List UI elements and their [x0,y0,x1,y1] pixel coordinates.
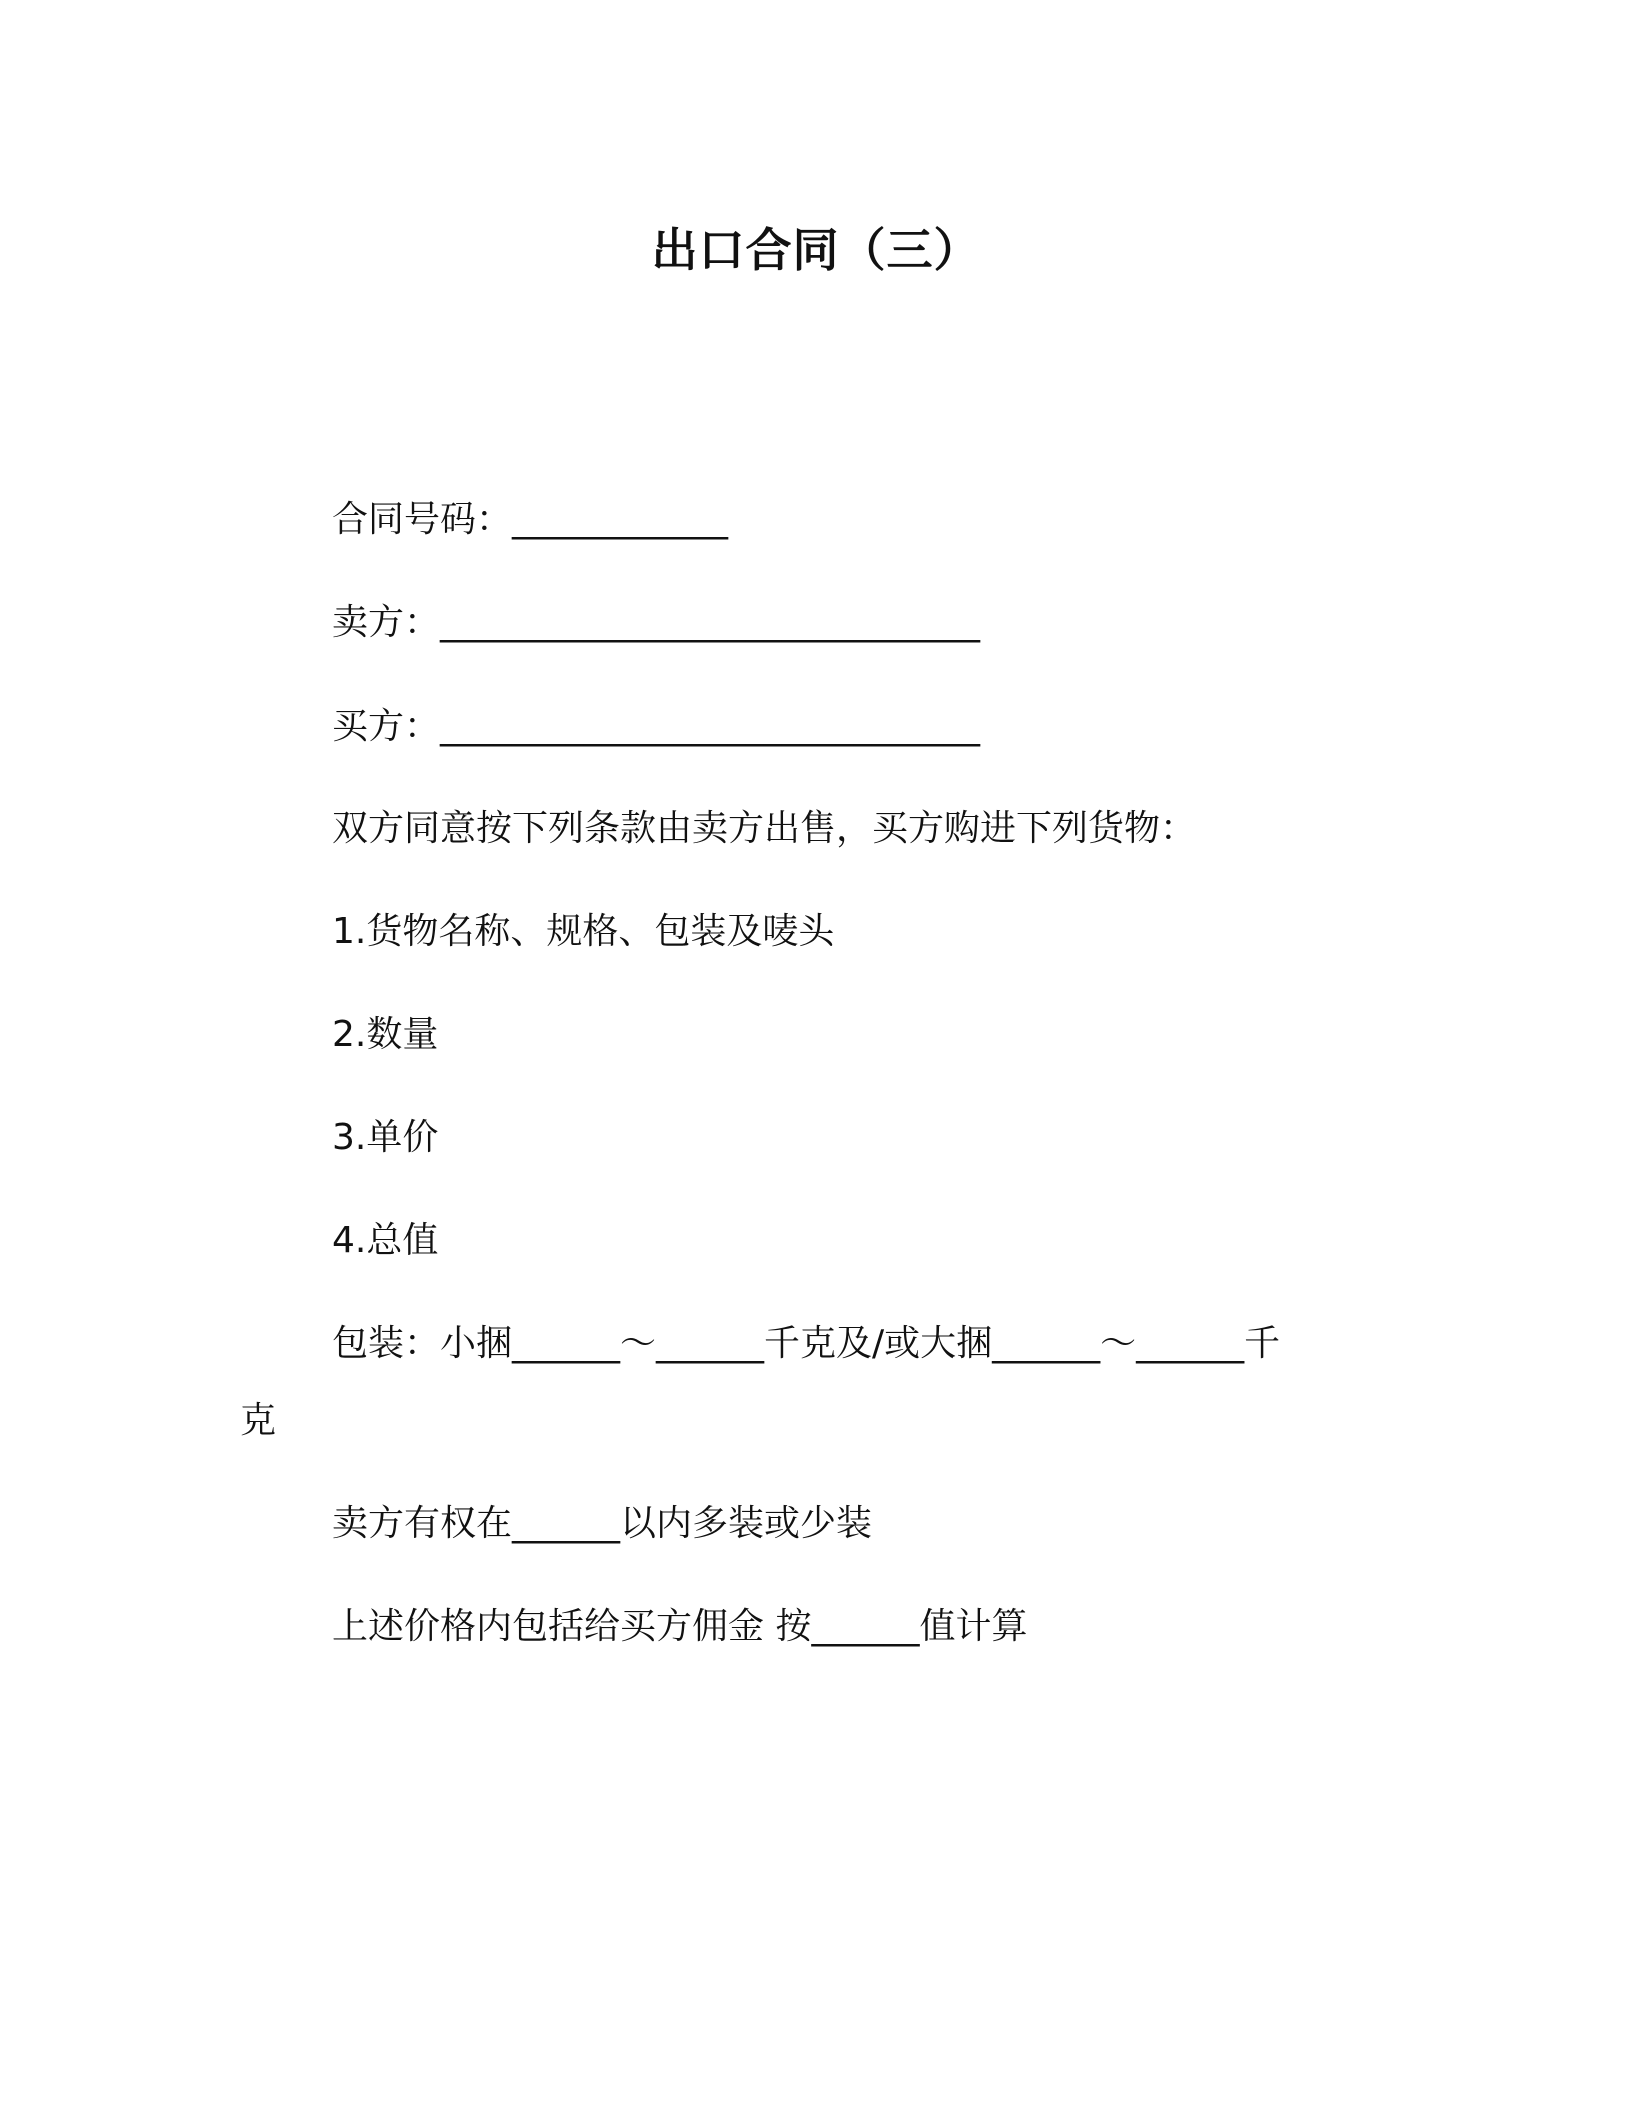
item-unit-price: 3.单价 [332,1117,439,1158]
buyer-blank: ______________________________ [440,706,981,747]
item-total-value: 4.总值 [332,1220,439,1261]
buyer-line [332,705,980,749]
buyer-label: 买方： [332,706,441,747]
packing-line-continuation: 克 [240,1400,277,1441]
more-or-less-clause: 卖方有权在______以内多装或少装 [332,1503,873,1544]
intro-paragraph: 双方同意按下列条款由卖方出售，买方购进下列货物： [332,808,1197,849]
contract-number-blank: ____________ [512,499,729,540]
commission-clause: 上述价格内包括给买方佣金 按______值计算 [332,1606,1028,1647]
seller-label: 卖方： [332,602,441,643]
contract-number-label: 合同号码： [332,499,513,540]
document-title: 出口合同（三） [651,223,981,277]
contract-number-line [332,498,728,542]
packing-line: 包装：小捆______～______千克及/或大捆______～______千 [332,1323,1281,1364]
item-quantity: 2.数量 [332,1014,439,1055]
seller-line [332,601,980,645]
seller-blank: ______________________________ [440,602,981,643]
item-goods-name: 1.货物名称、规格、包装及唛头 [332,911,835,952]
